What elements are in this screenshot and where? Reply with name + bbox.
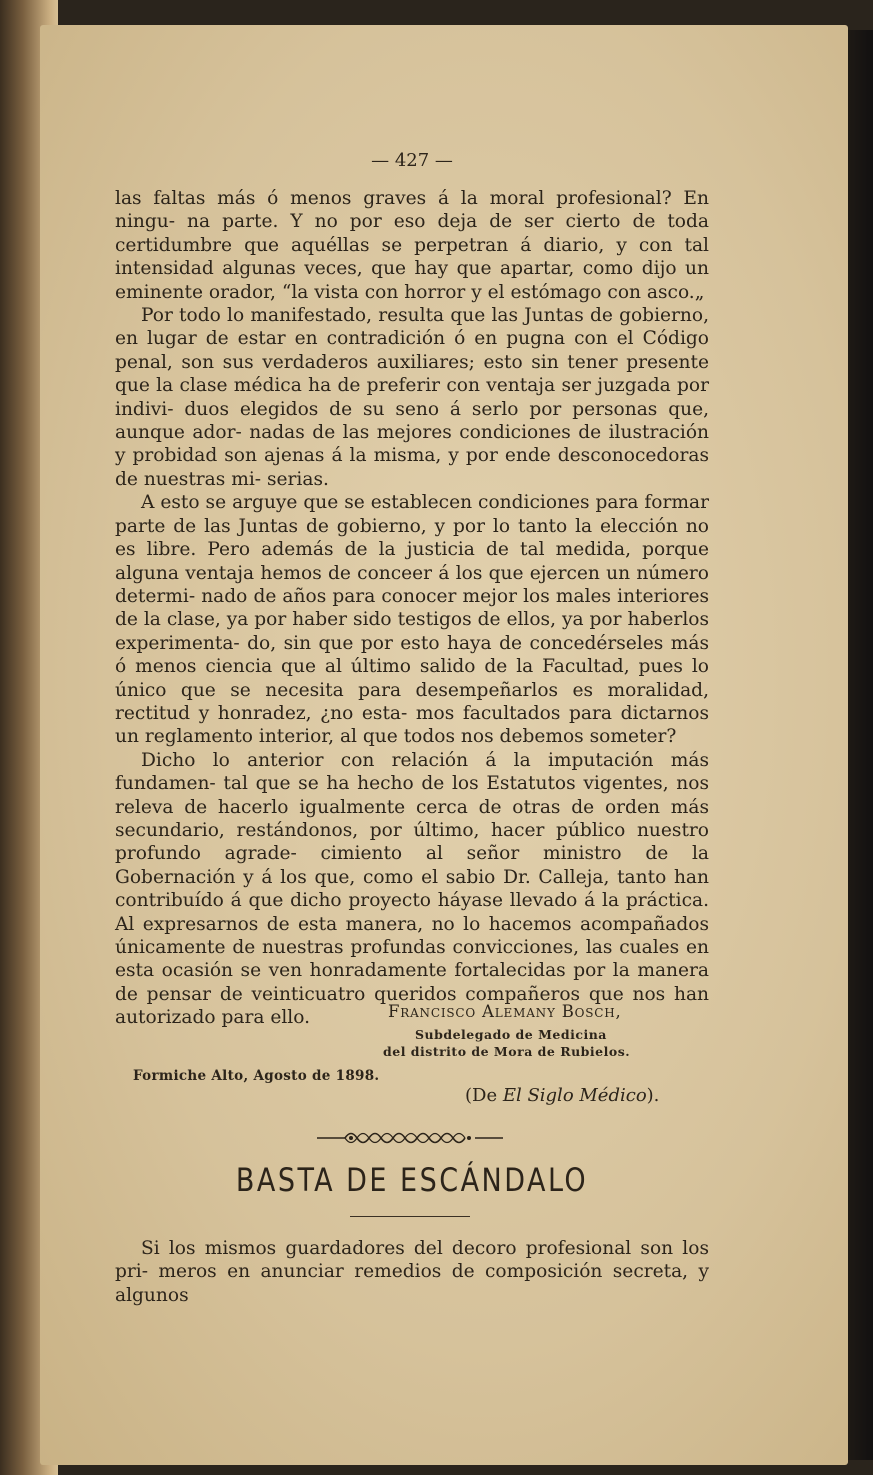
signature-role: Subdelegado de Medicina [415,1027,607,1042]
source-title: El Siglo Médico [502,1085,647,1106]
signature-district: del distrito de Mora de Rubielos. [383,1044,631,1059]
paragraph-3: A esto se arguye que se establecen condiciones para formar parte de las Juntas de gobierno, y por lo tanto la elección no es libre. Pero además de la justicia de tal medida, porque alguna ventaja hemos de conceer á los que ejercen un número determi- nado de años para conocer mejor los males interiores de la clase, ya por haber sido testigos de ellos, ya por haberlos experimenta- do, sin que por esto haya de concedérseles más ó menos ciencia que al último salido de la Facultad, pues lo único que se necesita para desempeñarlos es moralidad, rectitud y honradez, ¿no esta- mos facultados para dictarnos un reglamento interior, al que todos nos debemos someter? [115,492,709,748]
source-close: ). [646,1085,660,1106]
source-open: (De [465,1085,503,1106]
signature-name: Francisco Alemany Bosch, [388,1002,622,1021]
page-number: — 427 — [371,150,453,171]
article-body [115,187,709,1030]
section-heading: BASTA DE ESCÁNDALO [235,1161,589,1200]
place-date: Formiche Alto, Agosto de 1898. [133,1068,380,1084]
paragraph-1: las faltas más ó menos graves á la moral profesional? En ningu- na parte. Y no por eso deja de ser cierto de toda certidumbre que aquéllas se perpetran á diario, y con tal intensidad algunas veces, que hay que apartar, como dijo un eminente orador, “la vista con horror y el estómago con asco.„ [115,188,709,303]
paragraph-4: Dicho lo anterior con relación á la imputación más fundamen- tal que se ha hecho de los Estatutos vigentes, nos releva de hacerlo igualmente cerca de otras de orden más secundario, restándonos, por último, hacer público nuestro profundo agrade- cimiento al señor ministro de la Gobernación y á los que, como el sabio Dr. Calleja, tanto han contribuído á que dicho proyecto háyase llevado á la práctica. Al expresarnos de esta manera, no lo hacemos acompañados únicamente de nuestras profundas convicciones, las cuales en esta ocasión se ven honradamente fortalecidas por la manera de pensar de veinticuatro queridos compañeros que nos han autorizado para ello. [115,749,709,1029]
section-body [115,1237,709,1307]
heading-underline [350,1216,470,1217]
source-citation [465,1085,659,1106]
paragraph-2: Por todo lo manifestado, resulta que las Juntas de gobierno, en lugar de estar en contradición ó en pugna con el Código penal, son sus verdaderos auxiliares; esto sin tener presente que la clase médica ha de preferir con ventaja ser juzgada por indivi- duos elegidos de su seno á serlo por personas que, aunque ador- nadas de las mejores condiciones de ilustración y probidad son ajenas á la misma, y por ende desconocedoras de nuestras mi- serias. [115,305,709,490]
section-paragraph: Si los mismos guardadores del decoro profesional son los pri- meros en anunciar remedios de composición secreta, y algunos [115,1238,709,1306]
decorative-ornament [315,1127,505,1149]
page-edge-shadow [848,30,873,1460]
